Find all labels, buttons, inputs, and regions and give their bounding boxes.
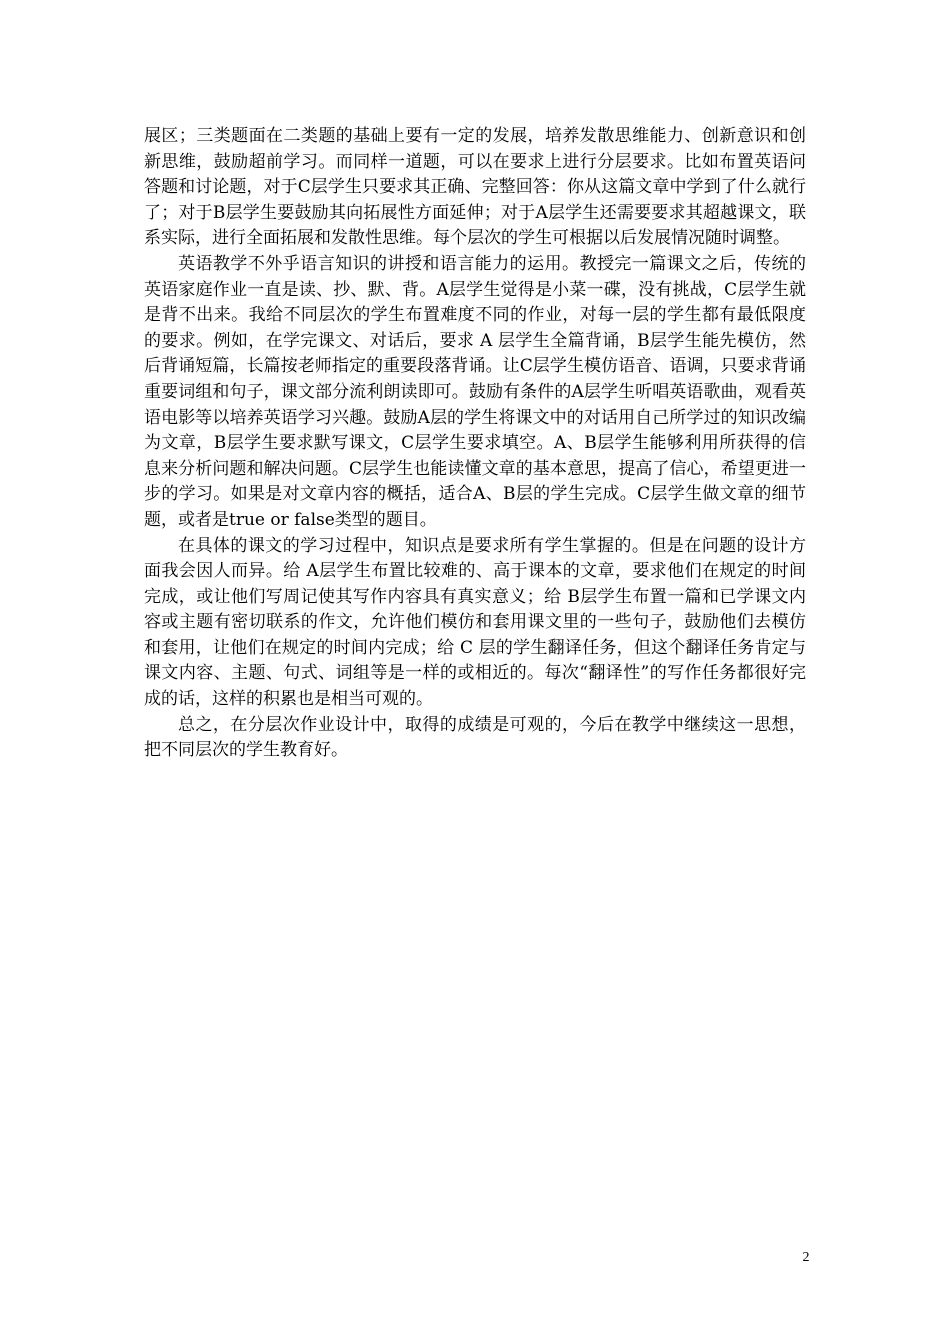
paragraph-lesson-study: 在具体的课文的学习过程中，知识点是要求所有学生掌握的。但是在问题的设计方面我会因人而异。给 A层学生布置比较难的、高于课本的文章，要求他们在规定的时间完成，或让他们写周记使其写作内容具有真实意义；给 B层学生布置一篇和已学课文内容或主题有密切联系的作文，允许他们模仿和套用课文里的一些句子，鼓励他们去模仿和套用，让他们在规定的时间内完成；给 C 层的学生翻译任务，但这个翻译任务肯定与课文内容、主题、句式、词组等是一样的或相近的。每次“翻译性”的写作任务都很好完成的话，这样的积累也是相当可观的。 bbox=[144, 535, 806, 710]
page-number: 2 bbox=[802, 1250, 810, 1265]
document-body bbox=[144, 124, 806, 764]
paragraph-conclusion: 总之，在分层次作业设计中，取得的成绩是可观的，今后在教学中继续这一思想，把不同层次的学生教育好。 bbox=[144, 714, 806, 761]
paragraph-english-homework: 英语教学不外乎语言知识的讲授和语言能力的运用。教授完一篇课文之后，传统的英语家庭作业一直是读、抄、默、背。A层学生觉得是小菜一碟，没有挑战，C层学生就是背不出来。我给不同层次的学生布置难度不同的作业，对每一层的学生都有最低限度的要求。例如，在学完课文、对话后，要求 A 层学生全篇背诵，B层学生能先模仿，然后背诵短篇，长篇按老师指定的重要段落背诵。让C层学生模仿语音、语调，只要求背诵重要词组和句子，课文部分流利朗读即可。鼓励有条件的A层学生听唱英语歌曲，观看英语电影等以培养英语学习兴趣。鼓励A层的学生将课文中的对话用自己所学过的知识改编为文章，B层学生要求默写课文，C层学生要求填空。A、B层学生能够利用所获得的信息来分析问题和解决问题。C层学生也能读懂文章的基本意思，提高了信心，希望更进一步的学习。如果是对文章内容的概括，适合A、B层的学生完成。C层学生做文章的细节题，或者是true or false类型的题目。 bbox=[144, 253, 806, 530]
paragraph-continued: 展区；三类题面在二类题的基础上要有一定的发展，培养发散思维能力、创新意识和创新思维，鼓励超前学习。而同样一道题，可以在要求上进行分层要求。比如布置英语问答题和讨论题，对于C层学生只要求其正确、完整回答：你从这篇文章中学到了什么就行了；对于B层学生要鼓励其向拓展性方面延伸；对于A层学生还需要要求其超越课文，联系实际，进行全面拓展和发散性思维。每个层次的学生可根据以后发展情况随时调整。 bbox=[144, 126, 806, 249]
